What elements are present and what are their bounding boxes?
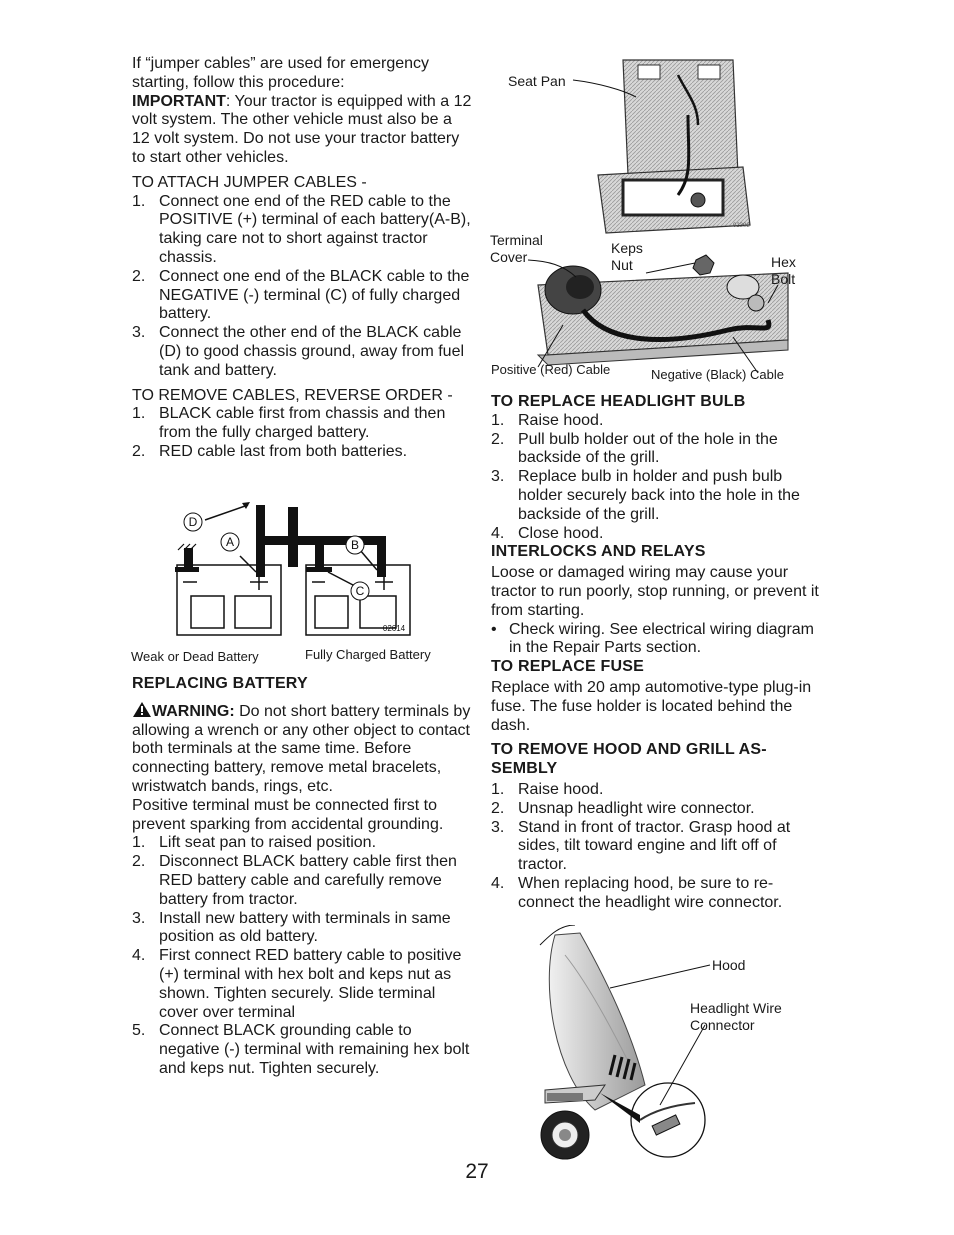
remove-steps [132, 405, 472, 461]
hood-heading: TO REMOVE HOOD AND GRILL AS-SEMBLY [491, 741, 767, 778]
hood-label: Hood [712, 957, 746, 973]
left-column [132, 55, 472, 462]
label-c: C [355, 584, 365, 598]
remove-heading: TO REMOVE CABLES, REVERSE ORDER - [132, 386, 453, 404]
hood-shape [549, 933, 645, 1110]
headlight-heading: TO REPLACE HEADLIGHT BULB [491, 393, 746, 410]
headlight-steps [491, 412, 826, 544]
warning-text: Do not short battery terminals by allowing a wrench or any other object to contact both terminals at the same time. Before connecting battery, remove metal bracelets, wristwatch bands, rings, etc. [132, 702, 471, 795]
hood-steps [491, 781, 826, 913]
list-item: 5. Connect BLACK grounding cable to negative (-) terminal with remaining hex bolt and keps nut. Tighten securely. [132, 1022, 470, 1077]
replacing-battery-heading: REPLACING BATTERY [132, 675, 308, 692]
warning-paragraph [132, 701, 472, 797]
charged-battery-caption: Fully Charged Battery [305, 647, 431, 662]
headlight-connector-label: Headlight Wire Connector [690, 1000, 782, 1033]
list-item: 3. Install new battery with terminals in same position as old battery. [132, 909, 451, 946]
battery-seat-pan-illustration [488, 55, 828, 385]
list-item: 4. When replacing hood, be sure to re-connect the headlight wire connector. [491, 874, 783, 911]
replacing-battery-section [132, 675, 472, 1079]
label-b: B [350, 538, 360, 552]
list-item: 1. Connect one end of the RED cable to the POSITIVE (+) terminal of each battery(A-B), taking care not to short against tractor chassis. [132, 192, 471, 266]
weak-battery-caption: Weak or Dead Battery [131, 649, 259, 664]
warning-label: WARNING: [152, 702, 235, 720]
jumper-cable-diagram [170, 500, 430, 640]
label-d: D [188, 515, 198, 529]
replace-battery-steps [132, 834, 472, 1078]
svg-text:02392: 02392 [733, 223, 750, 229]
hood-illustration [535, 925, 735, 1165]
seat-pan-label: Seat Pan [508, 73, 566, 89]
jumper-intro: If “jumper cables” are used for emergency starting, follow this procedure: [132, 55, 430, 91]
fuse-text: Replace with 20 amp automotive-type plug-in fuse. The fuse holder is located behind the dash. [491, 678, 812, 734]
figure-code: 02614 [382, 624, 406, 633]
list-item: 2. Pull bulb holder out of the hole in the backside of the grill. [491, 430, 778, 467]
weak-battery-icon [177, 565, 281, 635]
list-item: 2. Unsnap headlight wire connector. [491, 799, 755, 817]
important-note [132, 93, 472, 168]
page-number: 27 [465, 1160, 489, 1183]
list-item: 2. RED cable last from both batteries. [132, 442, 408, 460]
list-item: 3. Replace bulb in holder and push bulb holder securely back into the hole in the backside of the grill. [491, 468, 800, 523]
important-text: : Your tractor is equipped with a 12 volt system. The other vehicle must also be a 12 volt system. Do not use your tractor battery to start other vehicles. [132, 92, 472, 166]
hex-bolt-label: Hex Bolt [771, 254, 796, 287]
list-item: 1. Lift seat pan to raised position. [132, 834, 377, 852]
list-item: 1. Raise hood. [491, 411, 604, 429]
interlocks-text: Loose or damaged wiring may cause your tractor to run poorly, stop running, or prevent it from starting. [491, 564, 819, 619]
list-item: 1. BLACK cable first from chassis and then from the fully charged battery. [132, 405, 446, 442]
attach-heading: TO ATTACH JUMPER CABLES - [132, 173, 367, 191]
terminal-cover-label: Terminal Cover [490, 232, 543, 265]
list-item: 2. Connect one end of the BLACK cable to the NEGATIVE (-) terminal (C) of fully charged battery. [132, 267, 470, 323]
fuse-heading: TO REPLACE FUSE [491, 658, 644, 676]
keps-nut-label: Keps Nut [611, 240, 643, 273]
important-label: IMPORTANT [132, 92, 226, 110]
interlocks-bullets [491, 621, 826, 659]
positive-cable-label: Positive (Red) Cable [491, 362, 611, 377]
warning-triangle-icon [132, 701, 152, 718]
positive-note: Positive terminal must be connected first to prevent sparking from accidental grounding. [132, 796, 444, 833]
list-item: 3. Connect the other end of the BLACK cable (D) to good chassis ground, away from fuel tank and battery. [132, 324, 465, 379]
list-item: • Check wiring. See electrical wiring diagram in the Repair Parts section. [491, 620, 815, 657]
list-item: 4. Close hood. [491, 524, 604, 542]
attach-steps [132, 193, 472, 381]
negative-cable-label: Negative (Black) Cable [651, 367, 784, 382]
label-a: A [225, 535, 235, 549]
right-column [491, 393, 826, 913]
list-item: 1. Raise hood. [491, 780, 604, 798]
list-item: 4. First connect RED battery cable to positive (+) terminal with hex bolt and keps nut as shown. Tighten securely. Slide terminal cover over terminal [132, 947, 462, 1021]
list-item: 3. Stand in front of tractor. Grasp hood at sides, tilt toward engine and lift off of tractor. [491, 818, 791, 874]
list-item: 2. Disconnect BLACK battery cable first then RED battery cable and carefully remove battery from tractor. [132, 853, 457, 908]
interlocks-heading: INTERLOCKS AND RELAYS [491, 543, 706, 561]
